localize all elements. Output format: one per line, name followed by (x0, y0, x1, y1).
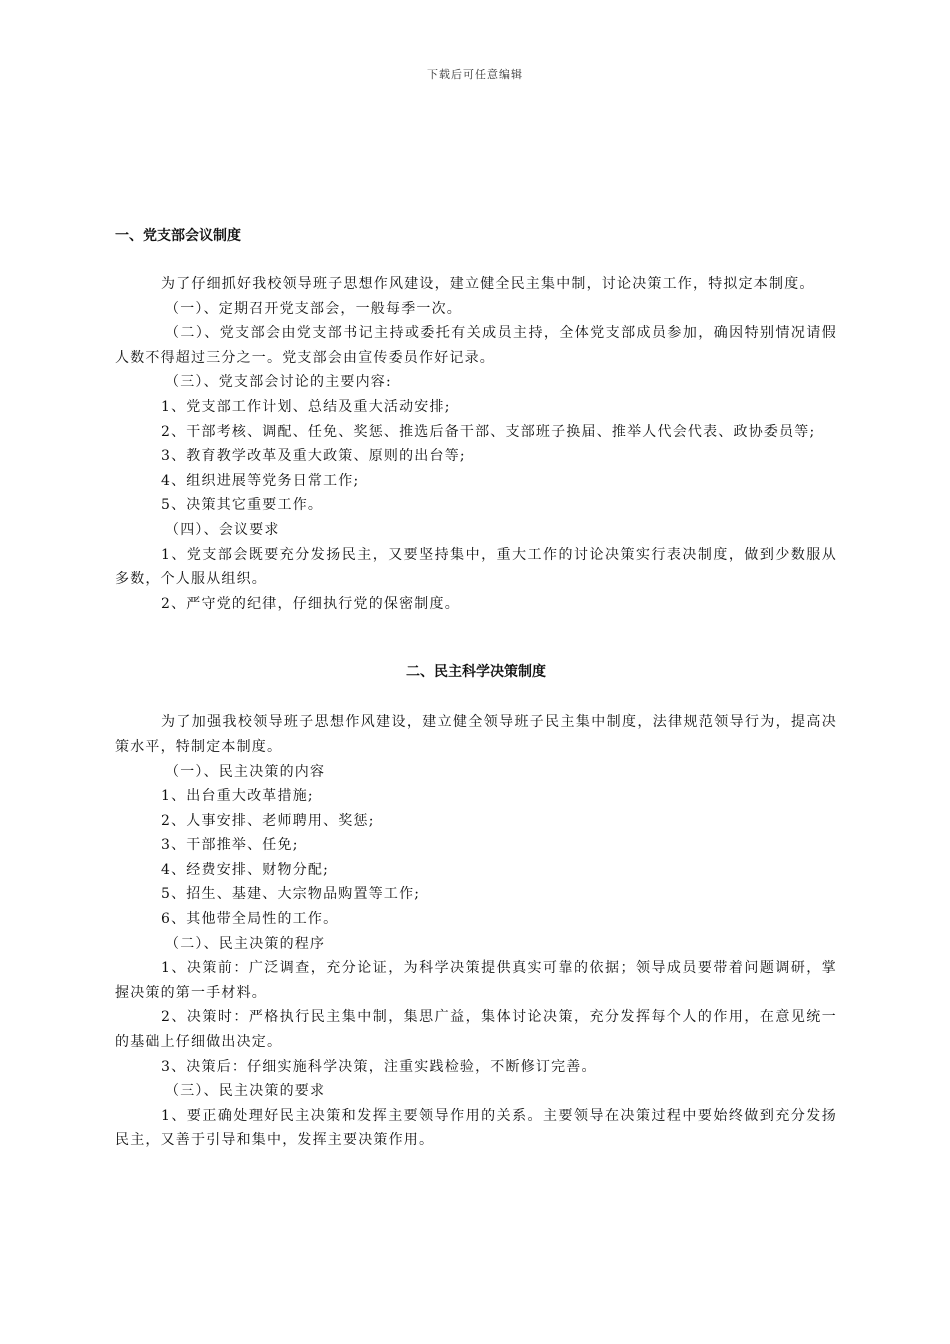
section-title: 一、党支部会议制度 (115, 228, 241, 244)
list-item: 3、决策后：仔细实施科学决策，注重实践检验，不断修订完善。 (161, 1058, 597, 1075)
list-item: 2、决策时：严格执行民主集中制，集思广益，集体讨论决策，充分发挥每个人的作用，在意见统一的基础上仔细做出决定。 (115, 1009, 837, 1051)
list-item: 1、党支部会既要充分发扬民主，又要坚持集中，重大工作的讨论决策实行表决制度，做到少数服从多数，个人服从组织。 (115, 546, 837, 588)
clause-heading: （二）、党支部会由党支部书记主持或委托有关成员主持，全体党支部成员参加，确因特别情况请假人数不得超过三分之一。党支部会由宣传委员作好记录。 (115, 325, 837, 366)
list-item: 1、要正确处理好民主决策和发挥主要领导作用的关系。主要领导在决策过程中要始终做到充分发扬民主，又善于引导和集中，发挥主要决策作用。 (115, 1107, 837, 1149)
clause-heading: （二）、民主决策的程序 (165, 935, 326, 952)
list-item: 2、人事安排、老师聘用、奖惩; (161, 812, 375, 829)
section-title: 二、民主科学决策制度 (406, 664, 546, 681)
clause-heading: （四）、会议要求 (165, 521, 280, 538)
clause-heading: （一）、民主决策的内容 (165, 763, 326, 780)
list-item: 5、决策其它重要工作。 (161, 497, 324, 514)
list-item: 3、干部推举、任免; (161, 837, 299, 854)
section-intro: 为了仔细抓好我校领导班子思想作风建设，建立健全民主集中制，讨论决策工作，特拟定本制度。 (161, 276, 815, 292)
list-item: 4、经费安排、财物分配; (161, 861, 330, 878)
clause-heading: （三）、民主决策的要求 (165, 1083, 326, 1100)
clause-heading: （一）、定期召开党支部会，一般每季一次。 (165, 300, 462, 317)
section-intro: 为了加强我校领导班子思想作风建设，建立健全领导班子民主集中制度，法律规范领导行为，提高决策水平，特制定本制度。 (115, 714, 837, 755)
list-item: 3、教育教学改革及重大政策、原则的出台等; (161, 448, 466, 465)
list-item: 2、干部考核、调配、任免、奖惩、推选后备干部、支部班子换届、推举人代会代表、政协委员等; (161, 423, 816, 440)
list-item: 5、招生、基建、大宗物品购置等工作; (161, 886, 421, 903)
page-header-note: 下载后可任意编辑 (427, 68, 523, 81)
section-party-branch-meeting (115, 224, 837, 616)
list-item: 6、其他带全局性的工作。 (161, 911, 339, 928)
list-item: 1、决策前：广泛调查，充分论证，为科学决策提供真实可靠的依据；领导成员要带着问题调研，掌握决策的第一手材料。 (115, 960, 837, 1001)
list-item: 1、出台重大改革措施; (161, 788, 314, 805)
list-item: 2、严守党的纪律，仔细执行党的保密制度。 (161, 595, 460, 612)
document-body (115, 224, 837, 1153)
section-democratic-decision (115, 660, 837, 1153)
clause-heading: （三）、党支部会讨论的主要内容: (165, 374, 392, 391)
list-item: 1、党支部工作计划、总结及重大活动安排; (161, 398, 451, 415)
list-item: 4、组织进展等党务日常工作; (161, 472, 360, 489)
